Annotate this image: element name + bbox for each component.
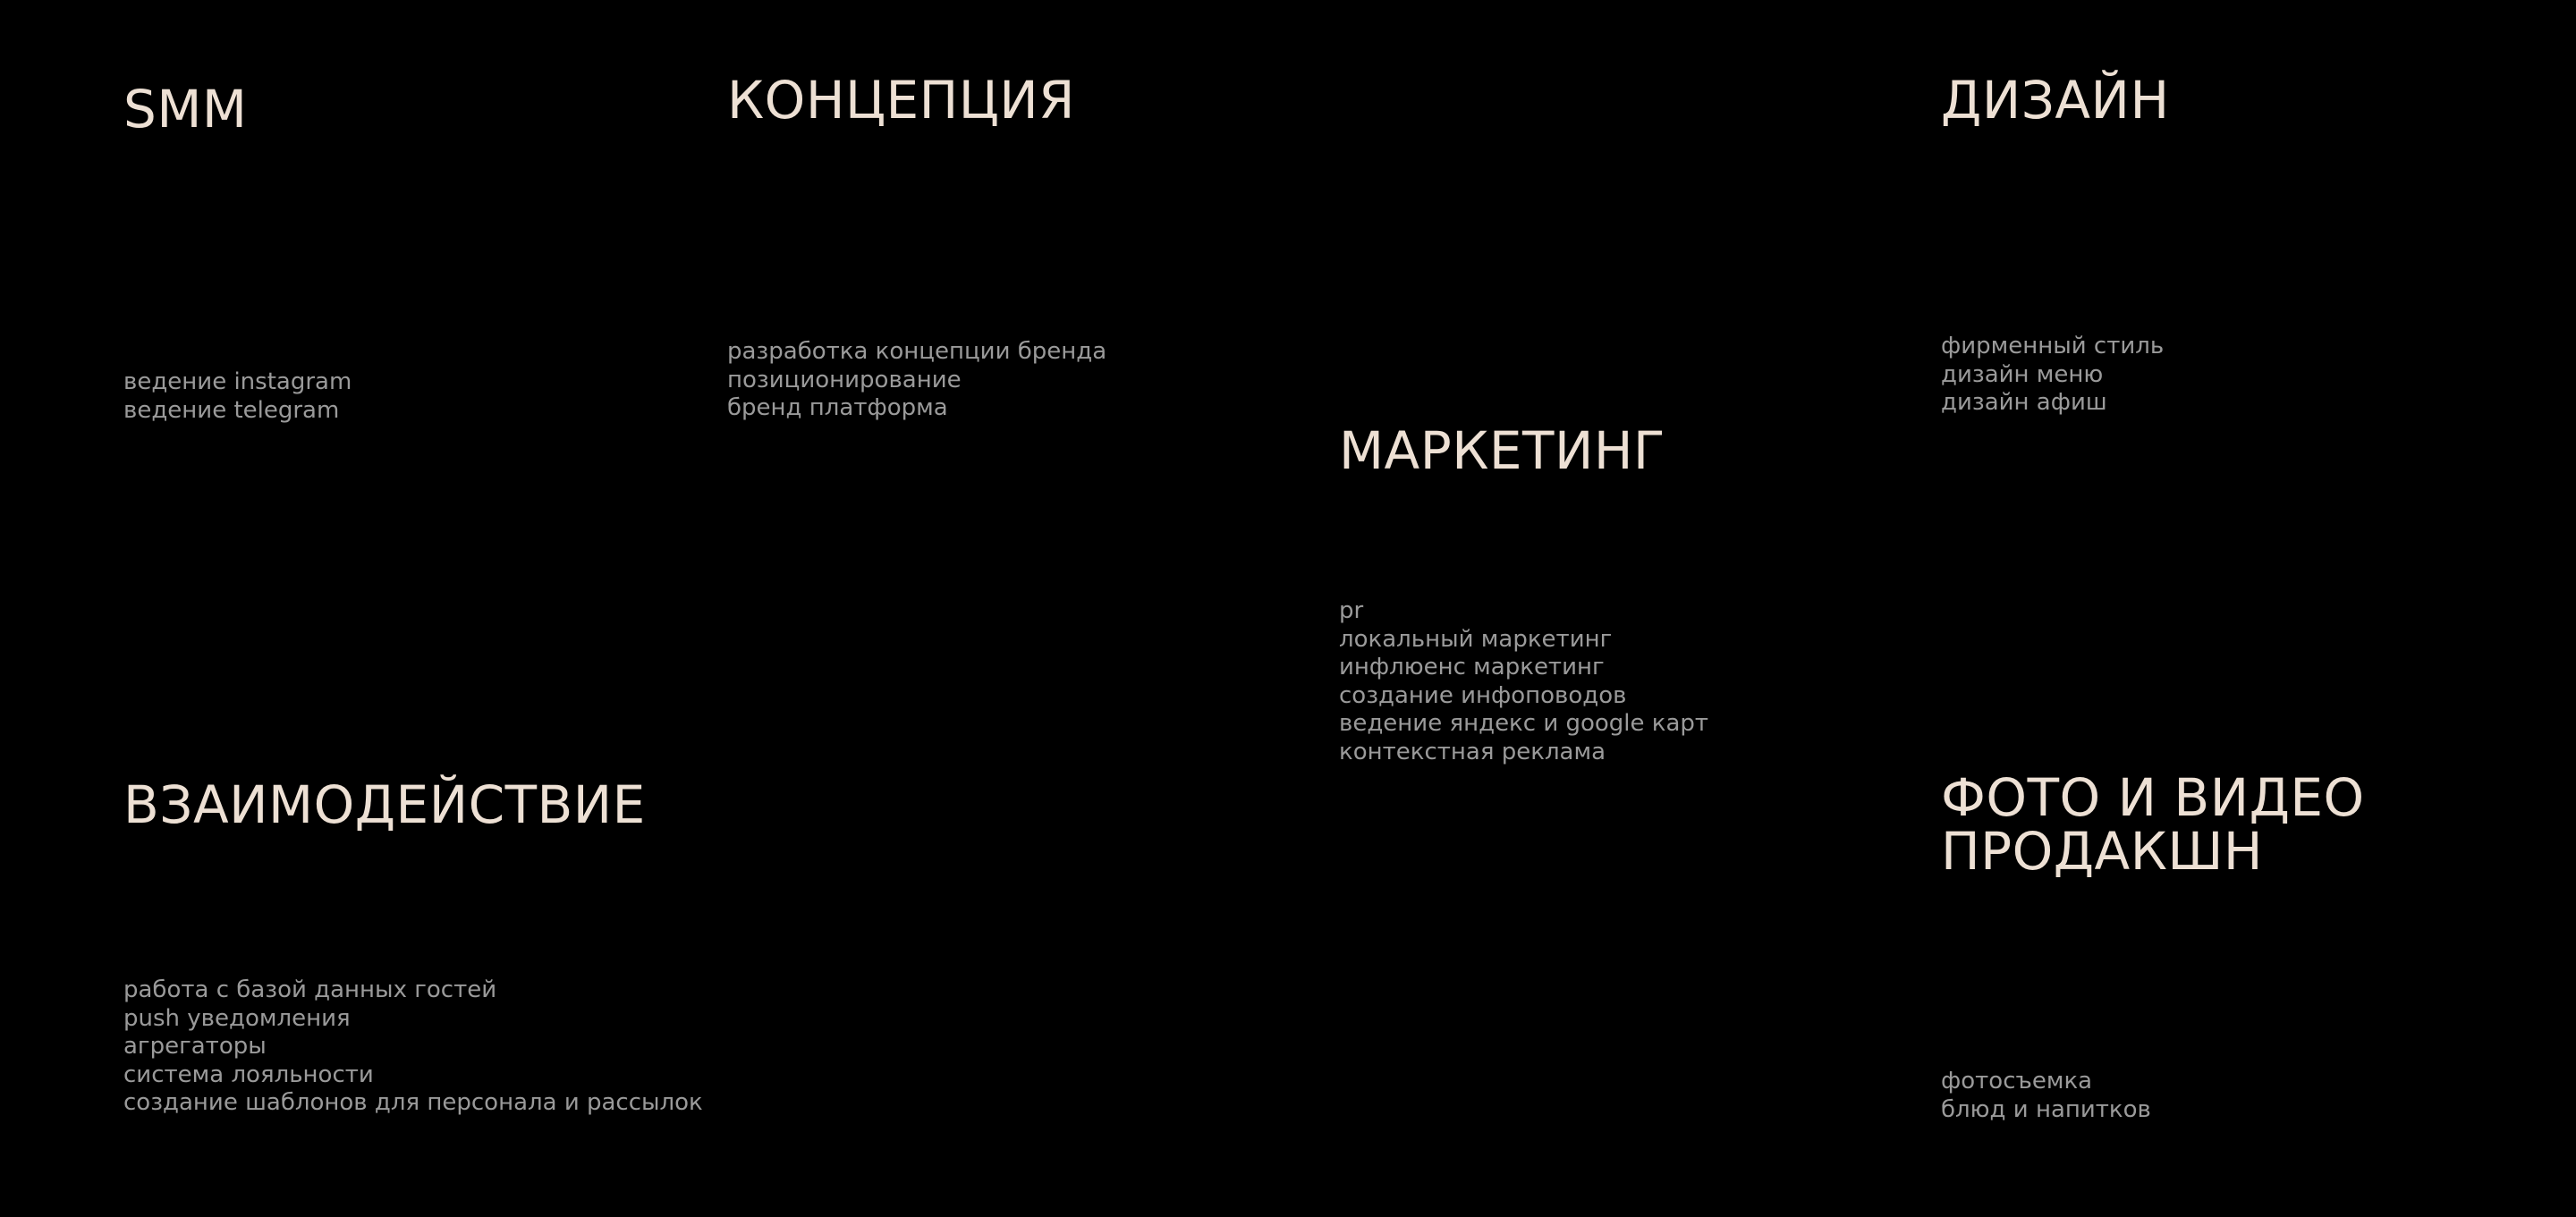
section-title: SMM: [123, 79, 248, 139]
section-photo-video-production: [1941, 767, 2365, 1123]
service-item: дизайн афиш: [1941, 389, 2107, 416]
service-list: [1339, 597, 1708, 766]
section-design: [1941, 70, 2170, 416]
section-marketing: [1339, 420, 1709, 765]
service-item: pr: [1339, 597, 1364, 624]
section-title: ВЗАИМОДЕЙСТВИЕ: [123, 774, 646, 835]
service-item: фотосъемка: [1941, 1068, 2093, 1094]
service-item: фирменный стиль: [1941, 333, 2165, 359]
service-list: [1941, 333, 2164, 418]
section-concept: [727, 70, 1107, 421]
service-item: блюд и напитков: [1941, 1095, 2151, 1123]
service-item: ведение яндекс и google карт: [1339, 710, 1709, 737]
service-list: [1941, 1068, 2151, 1124]
service-item: контекстная реклама: [1339, 738, 1606, 765]
section-title: КОНЦЕПЦИЯ: [727, 70, 1075, 131]
service-item: создание шаблонов для персонала и рассылок: [123, 1089, 703, 1116]
service-item: агрегаторы: [123, 1033, 267, 1060]
service-item: ведение telegram: [123, 396, 340, 424]
service-item: работа с базой данных гостей: [123, 976, 497, 1003]
service-item: система лояльности: [123, 1061, 374, 1088]
service-item: позиционирование: [727, 366, 962, 393]
section-title: ДИЗАЙН: [1941, 70, 2170, 131]
service-item: создание инфоповодов: [1339, 681, 1627, 709]
section-smm: [123, 79, 352, 424]
service-item: push уведомления: [123, 1004, 351, 1032]
section-interaction: [123, 774, 703, 1116]
section-title: ФОТО И ВИДЕО ПРОДАКШН: [1941, 767, 2365, 882]
service-item: инфлюенс маркетинг: [1339, 654, 1605, 680]
service-item: локальный маркетинг: [1339, 625, 1613, 653]
service-item: дизайн меню: [1941, 360, 2104, 388]
service-item: разработка концепции бренда: [727, 338, 1107, 365]
service-item: ведение instagram: [123, 368, 352, 395]
service-item: бренд платформа: [727, 394, 948, 421]
service-list: [123, 976, 703, 1118]
service-list: [123, 368, 352, 425]
service-list: [727, 338, 1106, 423]
section-title: МАРКЕТИНГ: [1339, 420, 1665, 481]
